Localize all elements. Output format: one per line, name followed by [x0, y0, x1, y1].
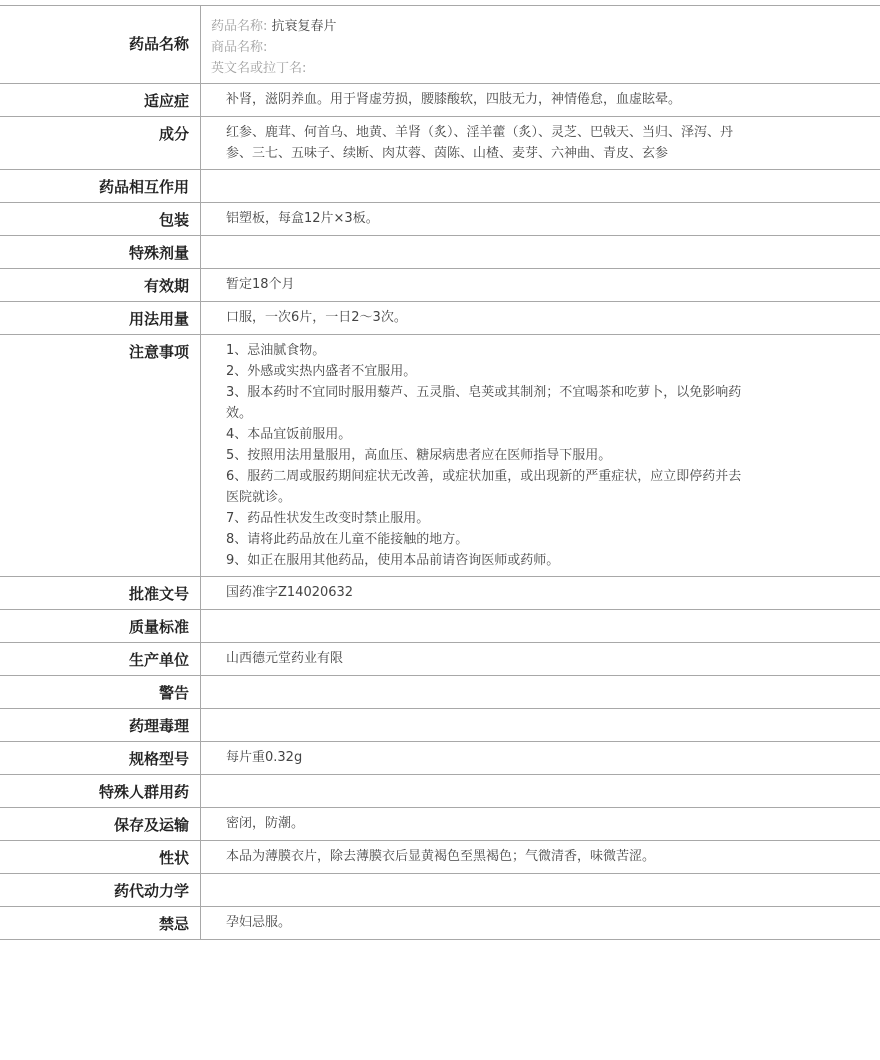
row-value-line: 补肾，滋阴养血。用于肾虚劳损，腰膝酸软，四肢无力，神情倦怠，血虚眩晕。	[226, 92, 682, 107]
row-value	[201, 709, 880, 740]
spec-row	[0, 676, 880, 709]
row-value-cell	[201, 907, 880, 940]
row-label: 特殊剂量	[128, 244, 189, 262]
row-value-cell	[201, 643, 880, 676]
row-label: 批准文号	[128, 585, 189, 603]
row-value	[201, 808, 880, 839]
row-value-cell	[201, 203, 880, 236]
row-value-cell	[201, 808, 880, 841]
row-label-cell	[0, 907, 201, 940]
row-value-line: 暂定18个月	[226, 277, 295, 292]
row-label: 成分	[158, 125, 189, 143]
row-value	[201, 643, 880, 674]
row-label-cell	[0, 269, 201, 302]
row-value	[201, 907, 880, 938]
row-value-line: 5、按照用法用量服用，高血压、糖尿病患者应在医师指导下服用。	[226, 448, 612, 463]
row-label-cell	[0, 709, 201, 742]
row-value	[201, 335, 880, 576]
row-label-cell	[0, 643, 201, 676]
row-label: 包装	[158, 211, 189, 229]
trade-name-label: 商品名称:	[211, 40, 268, 55]
spec-row	[0, 610, 880, 643]
row-value-cell	[201, 841, 880, 874]
row-value-line: 3、服本药时不宜同时服用藜芦、五灵脂、皂荚或其制剂；不宜喝茶和吃萝卜，以免影响药	[226, 385, 742, 400]
spec-row	[0, 643, 880, 676]
row-label-cell	[0, 676, 201, 709]
row-value-line: 9、如正在服用其他药品，使用本品前请咨询医师或药师。	[226, 553, 560, 568]
row-label-cell	[0, 610, 201, 643]
row-label: 有效期	[143, 277, 189, 295]
row-value	[201, 170, 880, 201]
row-value-line: 口服，一次6片，一日2～3次。	[226, 310, 407, 325]
row-label-cell	[0, 302, 201, 335]
row-value-line: 山西德元堂药业有限	[226, 651, 344, 666]
row-value-line: 效。	[226, 406, 253, 421]
row-value-line: 每片重0.32g	[226, 750, 303, 765]
row-value-cell	[201, 302, 880, 335]
row-value-cell	[201, 269, 880, 302]
row-value	[201, 302, 880, 333]
row-label: 药理毒理	[128, 717, 189, 735]
row-label-cell	[0, 841, 201, 874]
row-value-line: 参、三七、五味子、续断、肉苁蓉、茵陈、山楂、麦芽、六神曲、青皮、玄参	[226, 146, 669, 161]
row-label: 药品相互作用	[98, 178, 189, 196]
spec-row	[0, 302, 880, 335]
english-name-line	[211, 58, 860, 79]
row-label: 生产单位	[128, 651, 189, 669]
english-name-label: 英文名或拉丁名:	[211, 61, 307, 76]
row-label-cell	[0, 84, 201, 117]
row-label: 注意事项	[128, 343, 189, 361]
spec-row	[0, 203, 880, 236]
row-value-cell	[201, 709, 880, 742]
row-label-cell	[0, 6, 201, 84]
spec-row	[0, 874, 880, 907]
row-label-cell	[0, 577, 201, 610]
row-value-line: 本品为薄膜衣片，除去薄膜衣后显黄褐色至黑褐色；气微清香，味微苦涩。	[226, 849, 656, 864]
row-label: 用法用量	[128, 310, 189, 328]
row-value	[201, 676, 880, 707]
row-value-line: 孕妇忌服。	[226, 915, 292, 930]
trade-name-line	[211, 37, 860, 58]
generic-name-label: 药品名称:	[211, 19, 268, 34]
row-value-cell	[201, 676, 880, 709]
row-value	[201, 841, 880, 872]
row-label-cell	[0, 236, 201, 269]
row-value	[201, 577, 880, 608]
row-label-cell	[0, 874, 201, 907]
row-value-cell	[201, 170, 880, 203]
row-value-cell	[201, 84, 880, 117]
row-label-cell	[0, 335, 201, 577]
spec-row	[0, 775, 880, 808]
spec-row	[0, 236, 880, 269]
row-value-cell	[201, 6, 880, 84]
row-value-line: 1、忌油腻食物。	[226, 343, 326, 358]
generic-name-line	[211, 16, 860, 37]
spec-row	[0, 335, 880, 577]
row-label-cell	[0, 775, 201, 808]
spec-row	[0, 170, 880, 203]
drug-spec-table	[0, 5, 880, 940]
row-label-cell	[0, 170, 201, 203]
spec-row	[0, 269, 880, 302]
spec-row	[0, 808, 880, 841]
row-value-line: 4、本品宜饭前服用。	[226, 427, 352, 442]
row-value	[201, 874, 880, 905]
row-label-cell	[0, 808, 201, 841]
row-value	[201, 203, 880, 234]
row-label-cell	[0, 742, 201, 775]
row-value-line: 红参、鹿茸、何首乌、地黄、羊肾（炙）、淫羊藿（炙）、灵芝、巴戟天、当归、泽泻、丹	[226, 125, 734, 140]
row-label: 性状	[158, 849, 189, 867]
row-label: 警告	[158, 684, 189, 702]
row-value-line: 医院就诊。	[226, 490, 292, 505]
spec-row	[0, 117, 880, 170]
row-value-cell	[201, 742, 880, 775]
generic-name-value: 抗衰复春片	[271, 19, 337, 34]
spec-row	[0, 841, 880, 874]
row-drug-name	[0, 6, 880, 84]
row-value-cell	[201, 775, 880, 808]
row-value-cell	[201, 874, 880, 907]
row-value-cell	[201, 335, 880, 577]
row-label: 质量标准	[128, 618, 189, 636]
row-value	[201, 84, 880, 115]
row-value-line: 2、外感或实热内盛者不宜服用。	[226, 364, 417, 379]
spec-row	[0, 742, 880, 775]
row-value	[201, 775, 880, 806]
row-value-line: 铝塑板，每盒12片×3板。	[226, 211, 379, 226]
row-label: 禁忌	[158, 915, 189, 933]
row-value-line: 6、服药二周或服药期间症状无改善，或症状加重，或出现新的严重症状，应立即停药并去	[226, 469, 742, 484]
row-value-cell	[201, 117, 880, 170]
row-value	[201, 742, 880, 773]
spec-row	[0, 709, 880, 742]
row-label: 适应症	[143, 92, 189, 110]
drug-spec-body	[0, 6, 880, 940]
spec-row	[0, 577, 880, 610]
row-value-line: 8、请将此药品放在儿童不能接触的地方。	[226, 532, 469, 547]
row-value-line: 7、药品性状发生改变时禁止服用。	[226, 511, 430, 526]
row-label: 药品名称	[128, 35, 189, 53]
row-label-cell	[0, 117, 201, 170]
row-value-cell	[201, 236, 880, 269]
row-value-cell	[201, 610, 880, 643]
row-label-cell	[0, 203, 201, 236]
row-label: 保存及运输	[113, 816, 189, 834]
row-label: 药代动力学	[113, 882, 189, 900]
row-value-cell	[201, 577, 880, 610]
row-value	[201, 236, 880, 267]
row-value-line: 国药准字Z14020632	[226, 585, 354, 600]
row-value-line: 密闭，防潮。	[226, 816, 305, 831]
spec-row	[0, 84, 880, 117]
row-value	[201, 610, 880, 641]
name-details	[201, 6, 880, 83]
row-value	[201, 117, 880, 169]
spec-row	[0, 907, 880, 940]
row-label: 特殊人群用药	[98, 783, 189, 801]
row-value	[201, 269, 880, 300]
row-label: 规格型号	[128, 750, 189, 768]
